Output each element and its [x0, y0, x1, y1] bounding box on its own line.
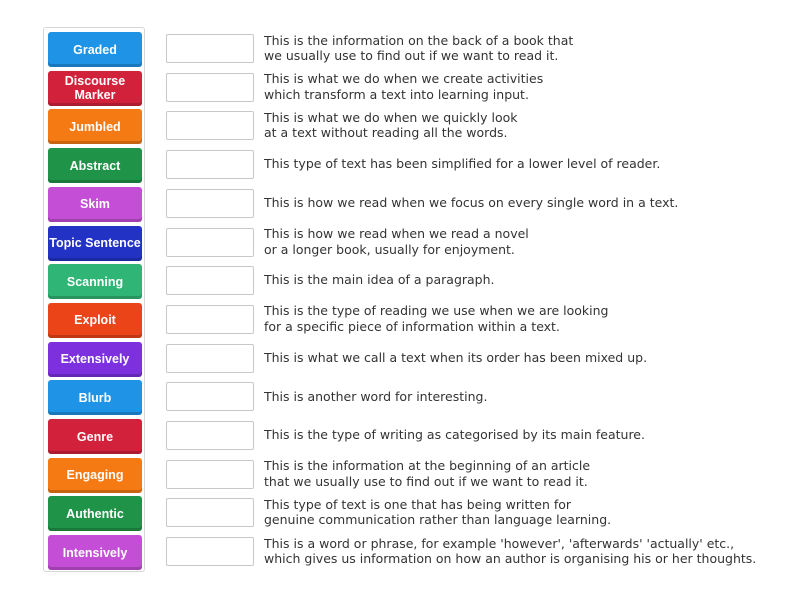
draggable-tile[interactable]: Blurb: [48, 380, 142, 415]
description-line: This is the main idea of a paragraph.: [264, 272, 495, 288]
description: [264, 71, 784, 103]
description-line: genuine communication rather than language learning.: [264, 512, 612, 528]
description-line: that we usually use to find out if we want to read it.: [264, 473, 588, 489]
description-line: This is a word or phrase, for example 'however', 'afterwards' 'actually' etc.,: [264, 535, 735, 551]
description-line: or a longer book, usually for enjoyment.: [264, 241, 515, 257]
drop-slot[interactable]: [166, 460, 254, 489]
description: [264, 496, 784, 528]
description-line: This is another word for interesting.: [264, 388, 488, 404]
description-line: This is how we read when we read a novel: [264, 226, 529, 241]
description-line: This is the type of reading we use when we are looking: [264, 303, 609, 319]
draggable-tile[interactable]: Extensively: [48, 342, 142, 377]
drop-slot[interactable]: [166, 537, 254, 566]
description: [264, 342, 784, 374]
description: [264, 535, 784, 567]
description-line: we usually use to find out if we want to read it.: [264, 48, 559, 63]
drop-slot[interactable]: [166, 228, 254, 257]
description-line: for a specific piece of information within a text.: [264, 318, 560, 334]
description: [264, 458, 784, 490]
drop-slot[interactable]: [166, 498, 254, 527]
description-line: which transform a text into learning input.: [264, 86, 529, 102]
draggable-tile[interactable]: Exploit: [48, 303, 142, 338]
draggable-tile[interactable]: Engaging: [48, 458, 142, 493]
drop-slot[interactable]: [166, 266, 254, 295]
draggable-tile[interactable]: Topic Sentence: [48, 226, 142, 261]
description: [264, 380, 784, 412]
draggable-tile[interactable]: Authentic: [48, 496, 142, 531]
description-line: This is the information on the back of a book that: [264, 32, 574, 48]
description-line: This type of text has been simplified for a lower level of reader.: [264, 156, 661, 172]
description: [264, 419, 784, 451]
description-line: which gives us information on how an author is organising his or her thoughts.: [264, 551, 757, 567]
description-line: at a text without reading all the words.: [264, 125, 508, 141]
draggable-tile[interactable]: Discourse Marker: [48, 71, 142, 106]
draggable-tile[interactable]: Genre: [48, 419, 142, 454]
description: [264, 226, 784, 258]
description-line: This is how we read when we focus on every single word in a text.: [264, 195, 679, 211]
description-line: This is what we do when we quickly look: [264, 109, 518, 125]
draggable-tile[interactable]: Skim: [48, 187, 142, 222]
drop-slot[interactable]: [166, 111, 254, 140]
description: [264, 264, 784, 296]
drop-slot[interactable]: [166, 73, 254, 102]
draggable-tile[interactable]: Scanning: [48, 264, 142, 299]
description: [264, 303, 784, 335]
description: [264, 32, 784, 64]
drop-slot[interactable]: [166, 305, 254, 334]
drop-slot[interactable]: [166, 421, 254, 450]
description: [264, 109, 784, 141]
description-line: This is the information at the beginning of an article: [264, 458, 591, 474]
tile-bank: [43, 27, 145, 572]
description: [264, 187, 784, 219]
draggable-tile[interactable]: Graded: [48, 32, 142, 67]
drop-slot[interactable]: [166, 344, 254, 373]
drop-slot[interactable]: [166, 189, 254, 218]
description-line: This is what we do when we create activities: [264, 71, 544, 87]
drop-slot[interactable]: [166, 382, 254, 411]
drop-slot[interactable]: [166, 150, 254, 179]
draggable-tile[interactable]: Abstract: [48, 148, 142, 183]
description: [264, 148, 784, 180]
description-line: This type of text is one that has being written for: [264, 496, 572, 512]
draggable-tile[interactable]: Jumbled: [48, 109, 142, 144]
draggable-tile[interactable]: Intensively: [48, 535, 142, 570]
drop-slot[interactable]: [166, 34, 254, 63]
description-line: This is what we call a text when its order has been mixed up.: [264, 349, 648, 365]
description-line: This is the type of writing as categorised by its main feature.: [264, 427, 645, 443]
